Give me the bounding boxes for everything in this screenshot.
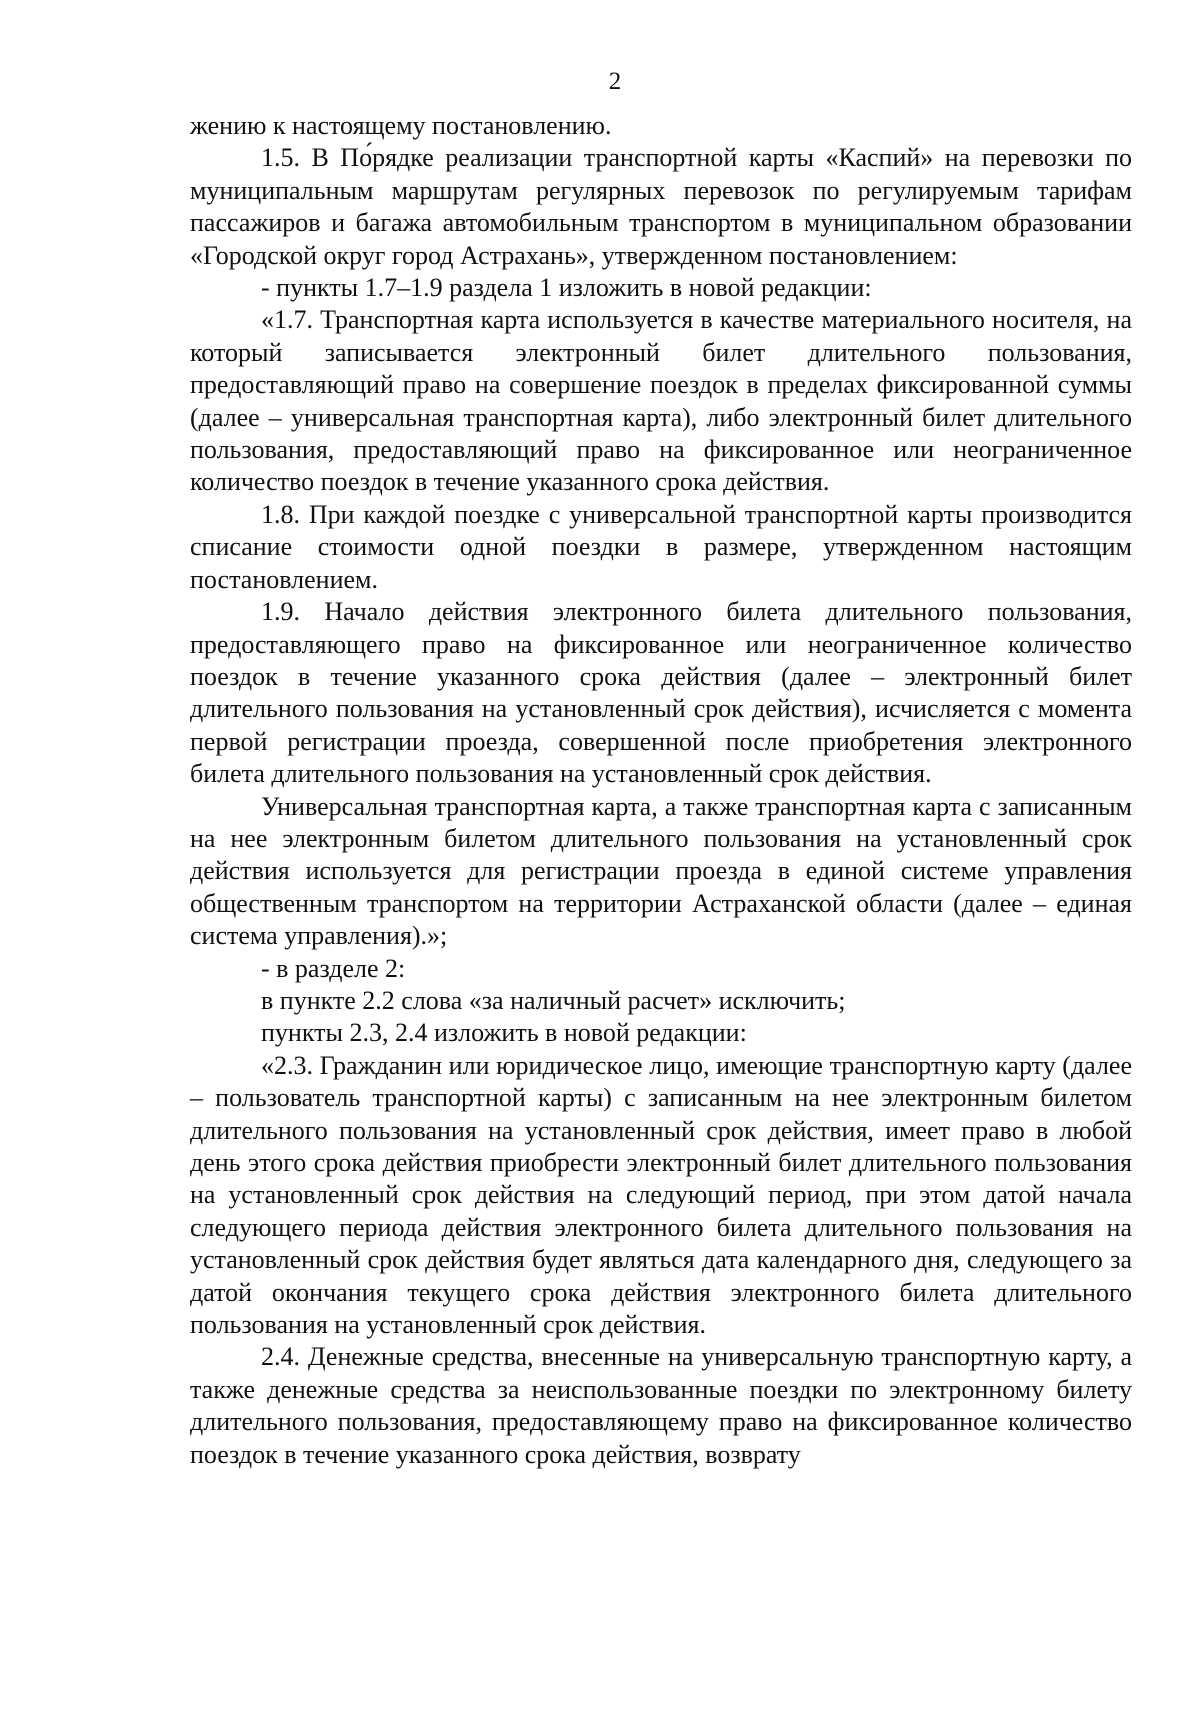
paragraph-1-9: 1.9. Начало действия электронного билета длительного пользования, предоставляющего право на фиксированное или неограниченное количество поездок в течение указанного срока действия (далее – электронный билет длительного пользования на установленный срок действия), исчисляется с момента первой регистрации проезда, совершенной после приобретения электронного билета длительного пользования на установленный срок действия. (190, 597, 1132, 789)
paragraph-2-4: 2.4. Денежные средства, внесенные на универсальную транспортную карту, а также денежные средства за неиспользованные поездки по электронному билету длительного пользования, предоставляющему право на фиксированное количество поездок в течение указанного срока действия, возврату (190, 1342, 1132, 1469)
paragraph-1-7: «1.7. Транспортная карта используется в качестве материального носителя, на который записывается электронный билет длительного пользования, предоставляющий право на совершение поездок в пределах фиксированной суммы (далее – универсальная транспортная карта), либо электронный билет длительного пользования, предоставляющий право на фиксированное или неограниченное количество поездок в течение указанного срока действия. (190, 305, 1132, 497)
paragraph-1-8: 1.8. При каждой поездке с универсальной транспортной карты производится списание стоимости одной поездки в размере, утвержденном настоящим постановлением. (190, 499, 1132, 594)
paragraph-universal-card: Универсальная транспортная карта, а также транспортная карта с записанным на нее электронным билетом длительного пользования на установленный срок действия используется для регистрации проезда в единой системе управления общественным транспортом на территории Астраханской области (далее – единая система управления).»; (190, 791, 1132, 951)
paragraph-continuation: жению к настоящему постановлению. (190, 111, 612, 140)
paragraph-points-2-3-2-4: пункты 2.3, 2.4 изложить в новой редакции: (261, 1018, 747, 1048)
page-number: 2 (608, 68, 622, 95)
paragraph-2-3: «2.3. Гражданин или юридическое лицо, имеющие транспортную карту (далее – пользователь транспортной карты) с записанным на нее электронным билетом длительного пользования на установленный срок действия, имеет право в любой день этого срока действия приобрести электронный билет длительного пользования на установленный срок действия на следующий период, при этом датой начала следующего периода действия электронного билета длительного пользования на установленный срок действия будет являться дата календарного дня, следующего за датой окончания текущего срока действия электронного билета длительного пользования на установленный срок действия. (190, 1050, 1132, 1340)
paragraph-1-5: 1.5. В По́рядке реализации транспортной карты «Каспий» на перевозки по муниципальным маршрутам регулярных перевозок по регулируемым тарифам пассажиров и багажа автомобильным транспортом в муниципальном образовании «Городской округ город Астрахань», утвержденном постановлением: (190, 143, 1132, 270)
paragraph-points-1-7-1-9: - пункты 1.7–1.9 раздела 1 изложить в новой редакции: (261, 273, 872, 303)
paragraph-point-2-2: в пункте 2.2 слова «за наличный расчет» исключить; (261, 985, 846, 1015)
paragraph-section-2: - в разделе 2: (261, 953, 406, 983)
document-body (190, 110, 1132, 1471)
